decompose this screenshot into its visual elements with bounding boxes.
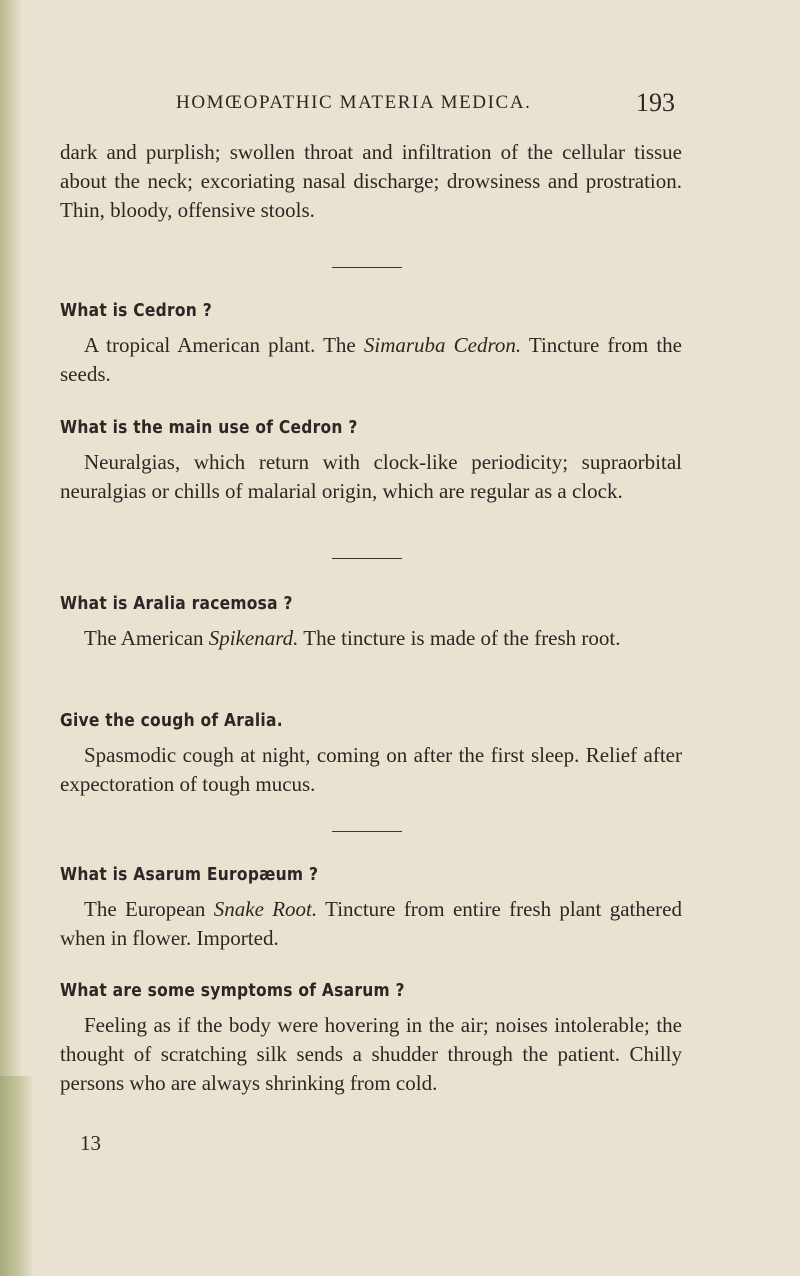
section-divider xyxy=(332,831,402,832)
answer-aralia-cough: Spasmodic cough at night, coming on after the first sleep. Relief after expectoration of tough mucus. xyxy=(60,743,682,796)
answer-cedron xyxy=(60,331,682,389)
answer-text: The tincture is made of the fresh root. xyxy=(298,626,621,650)
question-cedron-use: What is the main use of Cedron ? xyxy=(60,417,358,438)
answer-text: Tincture from entire fresh plant gathered when in flower. Imported. xyxy=(60,897,682,950)
answer-text: The American xyxy=(84,626,209,650)
answer-cedron-use: Neuralgias, which return with clock-like periodicity; supraorbital neuralgias or chills of malarial origin, which are regular as a clock. xyxy=(60,450,682,503)
section-divider xyxy=(332,558,402,559)
page-corner-shadow xyxy=(0,1076,34,1276)
answer-aralia xyxy=(60,624,682,653)
question-aralia: What is Aralia racemosa ? xyxy=(60,593,293,614)
page-header xyxy=(0,88,800,124)
answer-text: Tincture from the seeds. xyxy=(60,333,682,386)
answer-text: A tropical American plant. The xyxy=(84,333,364,357)
page-number: 193 xyxy=(636,88,675,117)
signature-mark: 13 xyxy=(80,1131,101,1155)
question-aralia-cough: Give the cough of Aralia. xyxy=(60,710,283,731)
question-asarum: What is Asarum Europæum ? xyxy=(60,864,319,885)
plant-name: Snake Root. xyxy=(213,897,318,921)
plant-name: Simaruba Cedron. xyxy=(363,333,522,357)
plant-name: Spikenard. xyxy=(208,626,299,650)
section-divider xyxy=(332,267,402,268)
answer-asarum-symptoms: Feeling as if the body were hovering in the air; noises intolerable; the thought of scratching silk sends a shudder through the patient. Chilly persons who are always shrinking from cold. xyxy=(60,1013,682,1095)
question-cedron: What is Cedron ? xyxy=(60,300,212,321)
paragraph-continued: dark and purplish; swollen throat and infiltration of the cellular tissue about the neck; excoriating nasal discharge; drowsiness and prostration. Thin, bloody, offensive stools. xyxy=(60,140,682,222)
answer-text: The European xyxy=(84,897,214,921)
question-asarum-symptoms: What are some symptoms of Asarum ? xyxy=(60,980,405,1001)
answer-asarum xyxy=(60,895,682,953)
running-title: HOMŒOPATHIC MATERIA MEDICA. xyxy=(176,92,532,113)
